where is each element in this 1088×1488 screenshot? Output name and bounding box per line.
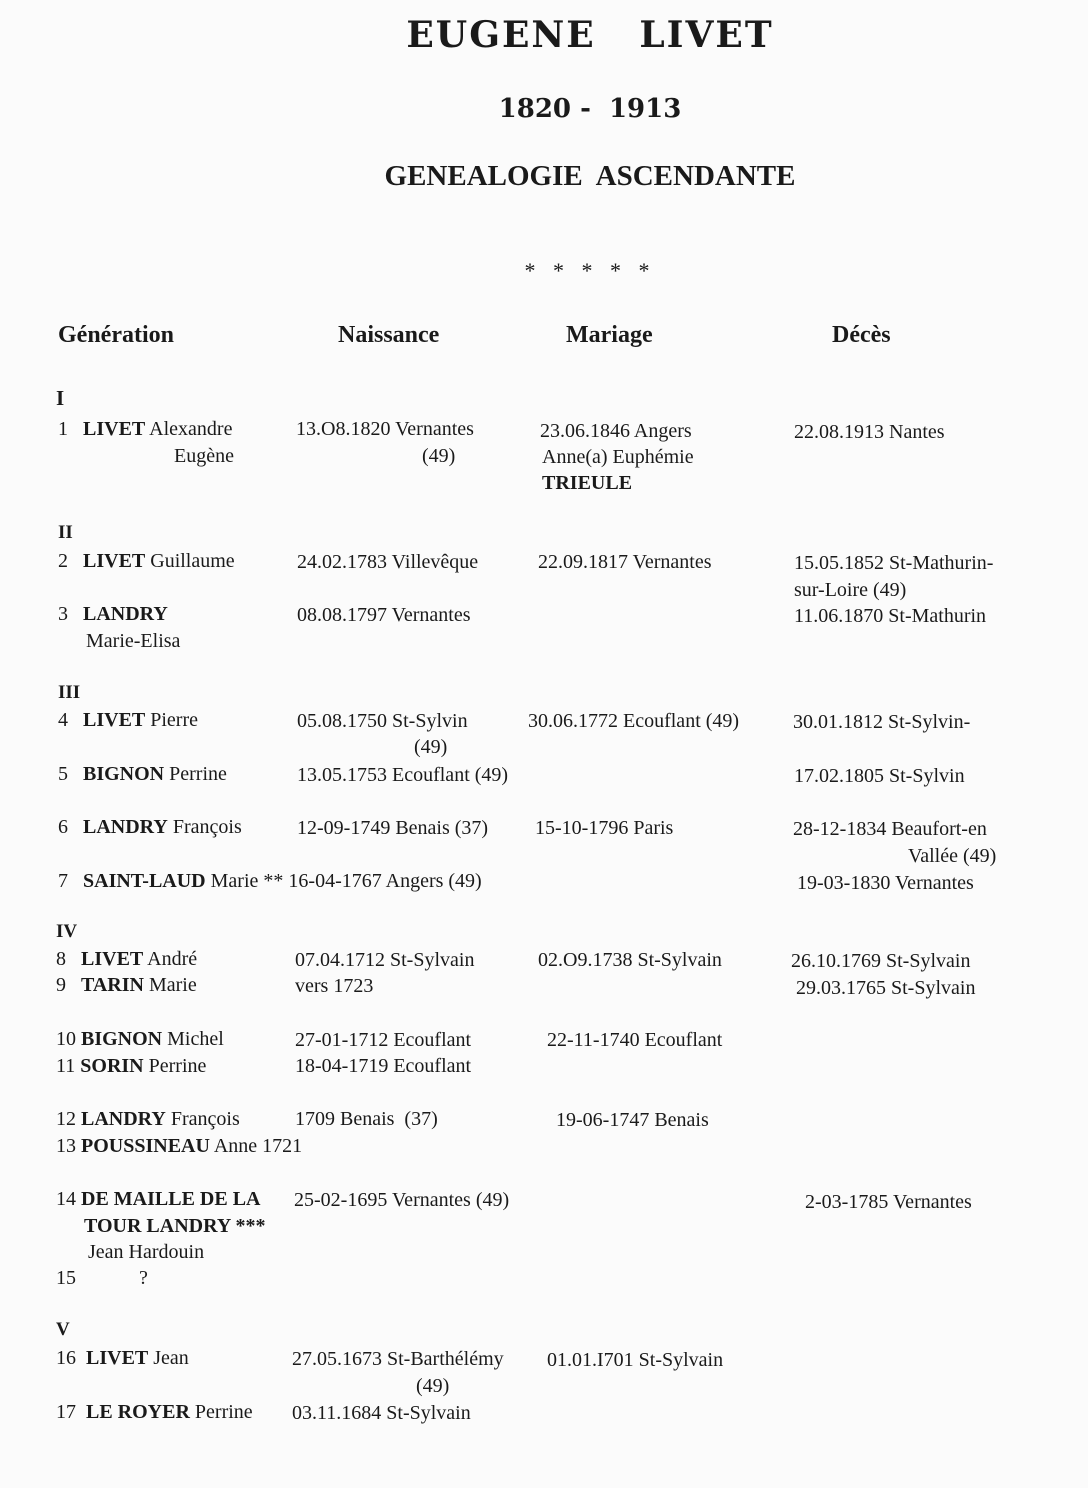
person-number: 8 bbox=[56, 948, 66, 970]
person-surname: BIGNON bbox=[83, 763, 165, 785]
person-number: 12 bbox=[56, 1108, 76, 1130]
person-given-name: Marie bbox=[148, 974, 197, 996]
person-number: 9 bbox=[56, 974, 66, 996]
person-given-name: Jean bbox=[153, 1347, 189, 1369]
death-cell: 17.02.1805 St-Sylvin bbox=[794, 765, 965, 787]
birth-cell: 27-01-1712 Ecouflant bbox=[295, 1029, 472, 1051]
person-row-12 bbox=[56, 1106, 240, 1132]
person-surname: SAINT-LAUD bbox=[83, 870, 206, 892]
person-row-7 bbox=[58, 868, 482, 894]
person-given-name: Perrine bbox=[194, 1401, 253, 1423]
person-surname-cont: TOUR LANDRY *** bbox=[84, 1215, 266, 1237]
birth-cell: 1709 Benais (37) bbox=[295, 1108, 438, 1130]
person-row-16 bbox=[56, 1345, 189, 1371]
person-number: 2 bbox=[58, 550, 68, 572]
death-cell: 22.08.1913 Nantes bbox=[794, 421, 945, 443]
death-cell: 11.06.1870 St-Mathurin bbox=[794, 605, 987, 627]
marriage-cell: 02.O9.1738 St-Sylvain bbox=[538, 949, 722, 971]
person-surname: LIVET bbox=[86, 1347, 149, 1369]
marriage-cell: 01.01.I701 St-Sylvain bbox=[547, 1349, 724, 1371]
person-given-name: Michel bbox=[167, 1028, 224, 1050]
person-given-name: Anne bbox=[213, 1135, 258, 1157]
death-cell: 28-12-1834 Beaufort-en bbox=[793, 818, 987, 840]
person-given-name: François bbox=[170, 1108, 240, 1130]
birth-cell: 13.05.1753 Ecouflant (49) bbox=[297, 764, 509, 786]
person-row-11 bbox=[56, 1053, 206, 1079]
marriage-cell: 22.09.1817 Vernantes bbox=[538, 551, 712, 573]
birth-cell: 12-09-1749 Benais (37) bbox=[297, 817, 489, 839]
birth-cell: 16-04-1767 Angers (49) bbox=[288, 870, 482, 892]
person-row-17 bbox=[56, 1399, 253, 1425]
person-number: 11 bbox=[56, 1055, 76, 1077]
person-number: 16 bbox=[56, 1347, 76, 1369]
death-cell: 2-03-1785 Vernantes bbox=[805, 1191, 972, 1213]
birth-cell: 07.04.1712 St-Sylvain bbox=[295, 949, 475, 971]
birth-cell: 1721 bbox=[262, 1135, 303, 1157]
person-unknown: ? bbox=[139, 1267, 148, 1289]
birth-cell-cont: (49) bbox=[416, 1375, 450, 1397]
birth-cell: vers 1723 bbox=[295, 975, 374, 997]
person-given-name: Alexandre bbox=[149, 418, 233, 440]
generation-label: III bbox=[58, 682, 81, 703]
person-row-8 bbox=[56, 946, 197, 972]
marriage-cell: 30.06.1772 Ecouflant (49) bbox=[528, 710, 740, 732]
death-cell: 15.05.1852 St-Mathurin- bbox=[794, 552, 994, 574]
life-years: 1820 - 1913 bbox=[498, 94, 682, 124]
person-number: 14 bbox=[56, 1188, 76, 1210]
person-given-name: Perrine bbox=[169, 763, 227, 785]
spouse-given-name: Anne(a) Euphémie bbox=[542, 446, 694, 468]
birth-cell: 08.08.1797 Vernantes bbox=[297, 604, 471, 626]
person-row-4 bbox=[58, 707, 198, 733]
person-row-14 bbox=[56, 1186, 260, 1212]
death-cell: 30.01.1812 St-Sylvin- bbox=[793, 711, 971, 733]
person-number: 15 bbox=[56, 1267, 76, 1289]
person-surname: LIVET bbox=[83, 550, 146, 572]
death-cell-cont: sur-Loire (49) bbox=[794, 579, 907, 601]
person-number: 10 bbox=[56, 1028, 76, 1050]
person-number: 3 bbox=[58, 603, 68, 625]
person-row-3 bbox=[58, 601, 168, 627]
person-number: 13 bbox=[56, 1135, 76, 1157]
person-row-15 bbox=[56, 1265, 76, 1291]
person-row-9 bbox=[56, 972, 197, 998]
person-row-1 bbox=[58, 416, 232, 442]
person-surname: POUSSINEAU bbox=[81, 1135, 210, 1157]
header-naissance: Naissance bbox=[338, 322, 440, 348]
birth-cell-cont: (49) bbox=[414, 736, 448, 758]
header-deces: Décès bbox=[832, 322, 891, 348]
person-number: 7 bbox=[58, 870, 68, 892]
document-title: EUGENE LIVET bbox=[406, 14, 774, 56]
person-surname: SORIN bbox=[80, 1055, 144, 1077]
person-number: 6 bbox=[58, 816, 68, 838]
death-cell-cont: Vallée (49) bbox=[908, 845, 997, 867]
person-row-10 bbox=[56, 1026, 224, 1052]
person-surname: LANDRY bbox=[81, 1108, 166, 1130]
marriage-cell: 15-10-1796 Paris bbox=[535, 817, 674, 839]
person-surname: LANDRY bbox=[83, 603, 168, 625]
header-mariage: Mariage bbox=[566, 322, 653, 348]
death-cell: 26.10.1769 St-Sylvain bbox=[791, 950, 971, 972]
person-surname: LIVET bbox=[81, 948, 144, 970]
separator-stars: * * * * * bbox=[524, 258, 656, 283]
marriage-cell: 22-11-1740 Ecouflant bbox=[547, 1029, 723, 1051]
birth-cell: 25-02-1695 Vernantes (49) bbox=[294, 1189, 510, 1211]
header-generation: Génération bbox=[58, 322, 174, 348]
death-cell: 29.03.1765 St-Sylvain bbox=[796, 977, 976, 999]
person-given-name: Pierre bbox=[150, 709, 199, 731]
birth-cell: 18-04-1719 Ecouflant bbox=[295, 1055, 472, 1077]
person-surname: DE MAILLE DE LA bbox=[81, 1188, 261, 1210]
person-given-name: Perrine bbox=[148, 1055, 207, 1077]
generation-label: I bbox=[56, 386, 65, 410]
person-surname: LIVET bbox=[83, 418, 146, 440]
birth-cell: 03.11.1684 St-Sylvain bbox=[292, 1402, 471, 1424]
person-given-name: Marie ** bbox=[210, 870, 284, 892]
person-number: 1 bbox=[58, 418, 68, 440]
marriage-cell: 19-06-1747 Benais bbox=[556, 1109, 709, 1131]
person-given-name-cont: Eugène bbox=[174, 445, 234, 467]
person-number: 4 bbox=[58, 709, 68, 731]
generation-label: V bbox=[56, 1319, 70, 1340]
birth-cell: 27.05.1673 St-Barthélémy bbox=[292, 1348, 504, 1370]
person-given-name: Marie-Elisa bbox=[86, 630, 181, 652]
death-cell: 19-03-1830 Vernantes bbox=[797, 872, 974, 894]
generation-label: IV bbox=[56, 921, 78, 942]
person-surname: BIGNON bbox=[81, 1028, 163, 1050]
generation-label: II bbox=[58, 522, 73, 543]
person-given-name: Jean Hardouin bbox=[88, 1241, 205, 1263]
person-surname: LE ROYER bbox=[86, 1401, 190, 1423]
person-surname: TARIN bbox=[81, 974, 144, 996]
birth-cell: 24.02.1783 Villevêque bbox=[297, 551, 479, 573]
marriage-cell: 23.06.1846 Angers bbox=[540, 420, 692, 442]
person-given-name: André bbox=[147, 948, 198, 970]
person-given-name: Guillaume bbox=[150, 550, 235, 572]
person-row-2 bbox=[58, 548, 235, 574]
spouse-surname: TRIEULE bbox=[542, 472, 633, 494]
birth-cell-cont: (49) bbox=[422, 445, 456, 467]
person-row-6 bbox=[58, 814, 242, 840]
person-given-name: François bbox=[172, 816, 242, 838]
birth-cell: 05.08.1750 St-Sylvin bbox=[297, 710, 468, 732]
birth-cell: 13.O8.1820 Vernantes bbox=[296, 418, 474, 440]
person-row-5 bbox=[58, 761, 227, 787]
person-surname: LANDRY bbox=[83, 816, 168, 838]
person-number: 5 bbox=[58, 763, 68, 785]
document-subtitle: GENEALOGIE ASCENDANTE bbox=[384, 160, 796, 192]
person-number: 17 bbox=[56, 1401, 76, 1423]
person-row-13 bbox=[56, 1133, 302, 1159]
person-surname: LIVET bbox=[83, 709, 146, 731]
